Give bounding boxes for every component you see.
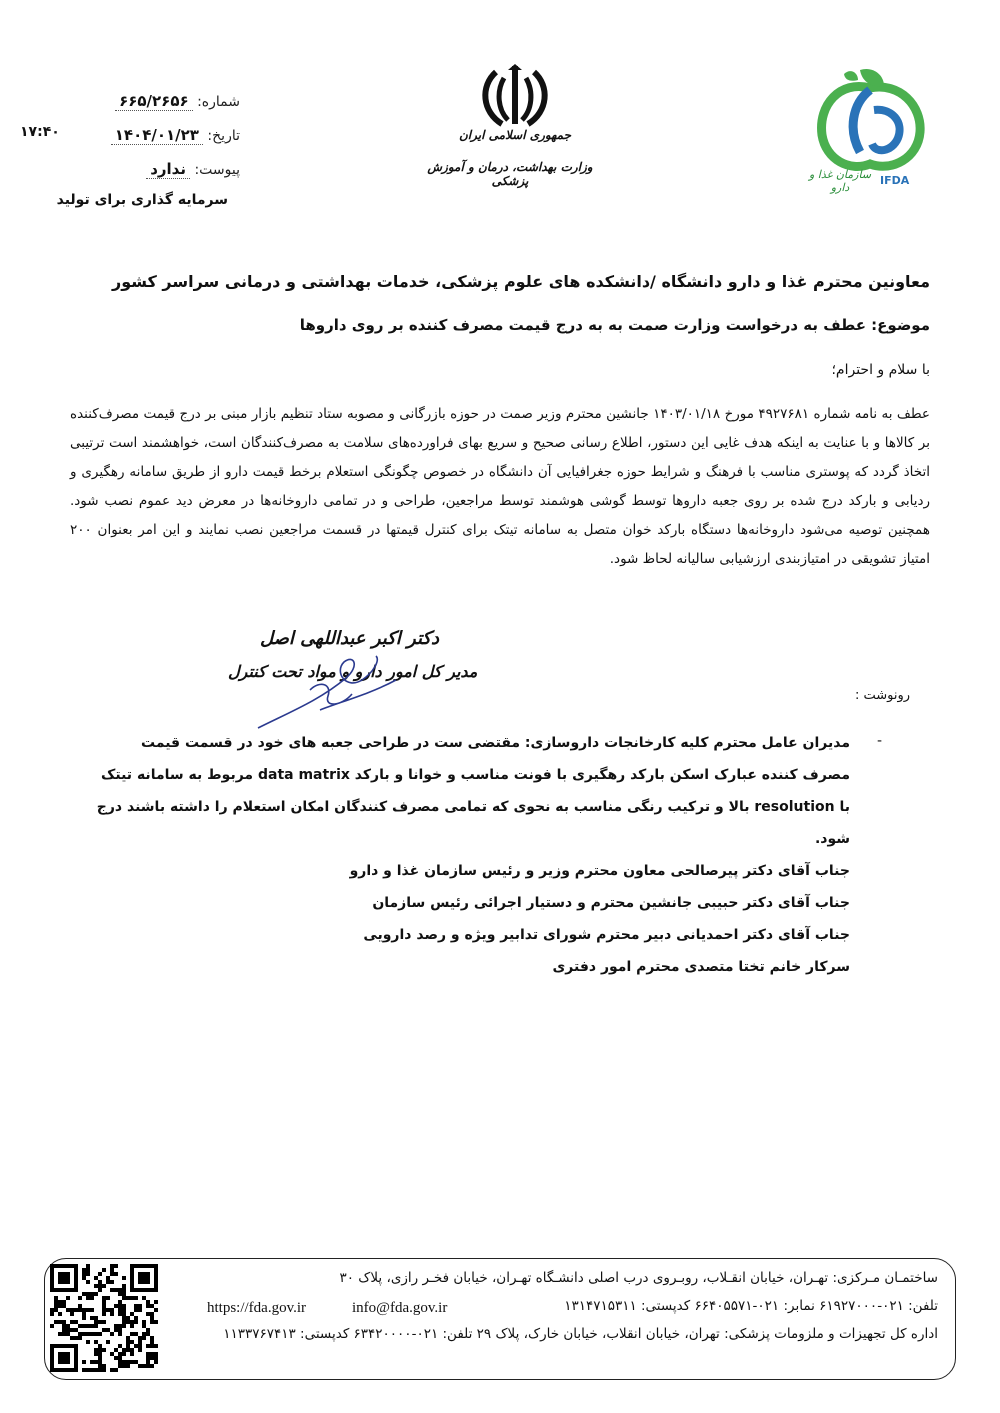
cc-item: سرکار خانم تختا متصدی محترم امور دفتری <box>552 959 850 975</box>
number-value: ۶۶۵/۲۶۵۶ <box>115 92 193 111</box>
date-label: تاریخ: <box>207 128 240 144</box>
letter-number-row <box>115 92 240 110</box>
signatory-title: مدیر کل امور دارو و مواد تحت کنترل <box>228 662 478 681</box>
footer-website-link[interactable]: https://fda.gov.ir <box>207 1300 307 1316</box>
republic-title: جمهوری اسلامی ایران <box>458 128 572 142</box>
footer-central-address: ساختمـان مـرکزی: تهـران، خیابان انقـلاب، روبـروی درب اصلی دانشـگاه تهـران، خیابان فخـر رازی، پلاک ۳۰ <box>339 1270 938 1286</box>
year-slogan: سرمایه گذاری برای تولید <box>56 192 228 208</box>
attach-label: پیوست: <box>194 162 240 178</box>
ministry-title: وزارت بهداشت، درمان و آموزش پزشکی <box>427 160 593 188</box>
attach-value: ندارد <box>146 160 190 179</box>
cc-list <box>90 727 850 983</box>
footer-office-address: اداره کل تجهیزات و ملزومات پزشکی: تهران، خیابان انقلاب، خیابان خارک، پلاک ۲۹ تلفن: ۰۲۱-۶۳۴۲۰۰۰۰ کدپستی: ۱۱۳۳۷۶۷۴۱۳ <box>223 1326 938 1342</box>
cc-bullet: - <box>876 733 882 749</box>
letter-body: عطف به نامه شماره ۴۹۲۷۶۸۱ مورخ ۱۴۰۳/۰۱/۱۸ جانشین محترم وزیر صمت در حوزه بازرگانی و مصوبه ستاد تنظیم بازار مبنی بر درج قیمت مصرف‌کننده بر کالاها و با عنایت به اینکه هدف غایی این دستور، اطلاع رسانی صحیح و سریع بهای فراورده‌های سلامت به مصرف‌کنندگان است، خواهشمند است ترتیبی اتخاذ گردد که پوستری مناسب با فرهنگ و شرایط حوزه جغرافیایی آن دانشگاه در خصوص چگونگی استعلام برخط قیمت دارو از طریق سامانه رهگیری و ردیابی و بارکد درج شده بر روی جعبه داروها توسط گوشی هوشمند توسط مراجعین، طراحی و در تمامی داروخانه‌ها در معرض دید عموم نصب شود. همچنین توصیه می‌شود داروخانه‌ها دستگاه بارکد خوان متصل به سامانه تیتک برای کنترل قیمتها در قسمت مراجعین نصب نمایند و این امر بعنوان ۲۰۰ امتیاز تشویقی در امتیازبندی ارزشیابی سالیانه لحاظ شود. <box>70 406 930 567</box>
date-value: ۱۴۰۴/۰۱/۲۳ <box>111 126 203 145</box>
footer-email-link[interactable]: info@fda.gov.ir <box>352 1300 448 1316</box>
cc-item: جناب آقای دکتر حبیبی جانشین محترم و دستیار اجرائی رئیس سازمان <box>372 895 850 911</box>
number-label: شماره: <box>197 94 240 110</box>
letter-greeting: با سلام و احترام؛ <box>831 362 930 378</box>
letter-attachment-row <box>146 160 240 178</box>
cc-item: جناب آقای دکتر پیرصالحی معاون محترم وزیر و رئیس سازمان غذا و دارو <box>349 863 850 879</box>
iran-emblem-icon <box>474 62 556 130</box>
letter-recipient: معاونین محترم غذا و دارو دانشگاه /دانشکده های علوم پزشکی، خدمات بهداشتی و درمانی سراسر کشور <box>112 272 930 291</box>
cc-label: رونوشت : <box>854 688 910 703</box>
letter-subject: موضوع: عطف به درخواست وزارت صمت به به درج قیمت مصرف کننده بر روی داروها <box>299 316 930 334</box>
cc-item: مدیران عامل محترم کلیه کارخانجات داروسازی: مقتضی ست در طراحی جعبه های خود در قسمت قیمت مصرف کننده عبارک اسکن بارکد رهگیری با فونت مناسب و خوانا و بارکد data matrix مربوط به سامانه تیتک با resolution بالا و ترکیب رنگی مناسب به نحوی که تمامی مصرف کنندگان امکان استعلام را داشته باشند درج شود. <box>96 735 850 847</box>
ifda-abbr: IFDA <box>880 174 910 187</box>
footer-phones: تلفن: ۰۲۱-۶۱۹۲۷۰۰۰ نمابر: ۰۲۱-۶۶۴۰۵۵۷۱ کدپستی: ۱۳۱۴۷۱۵۳۱۱ <box>564 1298 938 1314</box>
handwritten-signature-icon <box>250 650 400 735</box>
letter-date-row <box>111 126 240 144</box>
ifda-org-name: سازمان غذا و دارو <box>808 168 872 194</box>
letter-time: ۱۷:۴۰ <box>20 124 60 140</box>
qr-code-icon[interactable] <box>50 1264 158 1372</box>
cc-item: جناب آقای دکتر احمدیانی دبیر محترم شورای تدابیر ویژه و رصد دارویی <box>363 927 850 943</box>
signatory-name: دکتر اکبر عبداللهی اصل <box>260 628 439 649</box>
